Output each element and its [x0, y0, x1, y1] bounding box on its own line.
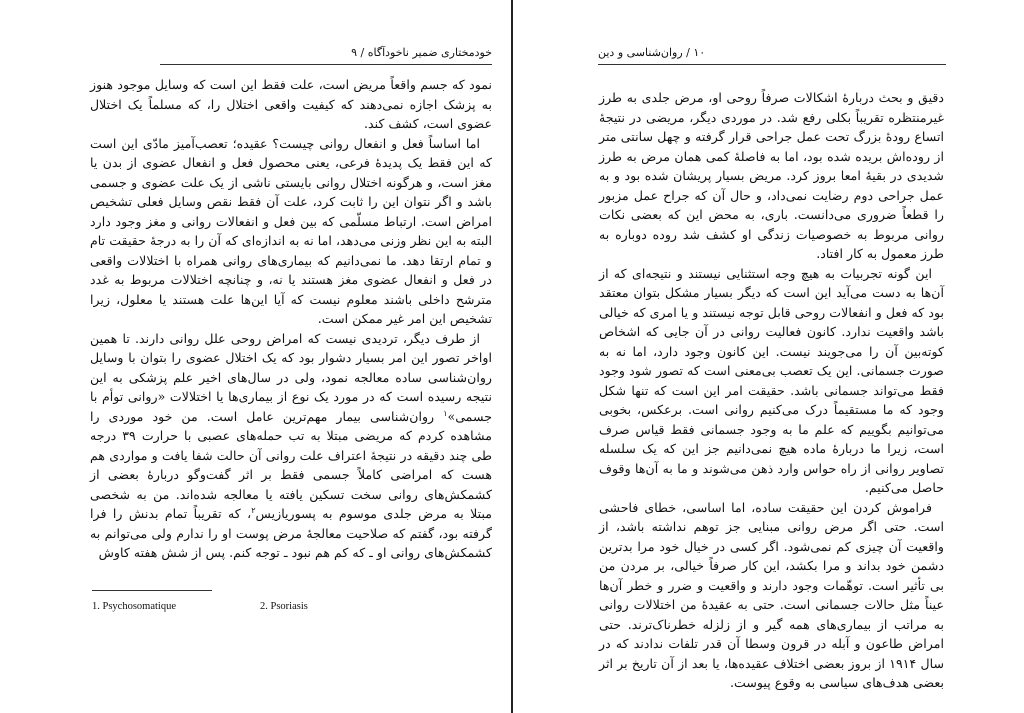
- left-page: [0, 0, 510, 713]
- paragraph-text: از طرف دیگر، تردیدی نیست که امراض روحی علل روانی دارند. تا همین اواخر تصور این امر بسیار دشوار بود که یک اختلال عضوی را بتوان با وسایل روان‌شناسی ساده معالجه نمود، ولی در سال‌های اخیر علم پزشکی به این نتیجه رسیده است که در مورد یک نوع از بیماری‌ها یا اختلالات «روانی توأم با جسمی»: [90, 330, 492, 424]
- paragraph: دقیق و بحث دربارهٔ اشکالات صرفاً روحی او، مرض جلدی به طرز غیرمنتظره تقریباً بکلی رفع شد. در موردی دیگر، مریضی در نتیجهٔ اتساع رودهٔ بزرگ تحت عمل جراحی قرار گرفته و چهل سانتی متر از روده‌اش بریده شده بود، اما به فاصلهٔ کمی همان مرض به طرز شدیدی در بقیهٔ امعا بروز کرد. مریض بسیار پریشان شده بود و به عمل جراحی دوم رضایت نمی‌داد، و حال آن که جراح عمل مزبور را قطعاً ضروری می‌دانست. باری، به محض این که بعضی نکات روانی مربوط به خصوصیات زندگی او کشف شد روده دوباره به طرز معمول به کار افتاد.: [599, 90, 944, 261]
- paragraph: این گونه تجربیات به هیچ وجه استثنایی نیستند و نتیجه‌ای که از آن‌ها به دست می‌آید این است که دیگر بسیار مشکل بتوان معتقد بود که فعل و انفعالات روحی قابل توجه نیستند و یا امری که خیالی باشد واقعیت ندارد. کانون فعالیت روانی در آن جایی که اشخاص کوته‌بین آن را می‌جویند نیست. این کانون وجود دارد، اما نه به صورت جسمانی. این یک تعصب بی‌معنی است که تصور شود وجود فقط می‌تواند جسمانی باشد. حقیقت امر این است که تنها شکل وجود که ما مستقیماً درک می‌کنیم روانی است. برعکس، بخوبی می‌توانیم بگوییم که علم ما به وجود جسمانی فقط قیاس صرف است، زیرا ما دربارهٔ ماده هیچ نمی‌دانیم جز این که یک سلسله تصاویر روانی از راه حواس وارد ذهن می‌شوند و ما به آن‌ها وقوف حاصل می‌کنیم.: [599, 265, 944, 495]
- footnote: 1. Psychosomatique: [92, 601, 176, 612]
- paragraph: فراموش کردن این حقیقت ساده، اما اساسی، خطای فاحشی است. حتی اگر مرض روانی مبنایی جز توهم نداشته باشد، از واقعیت آن چیزی کم نمی‌شود. اگر کسی در خیال خود مرا بدترین دشمن خود بداند و مرا بکشد، این کار صرفاً خیالی، بر مردن من بی تأثیر است. توهّمات وجود دارند و واقعیت و ضرر و خطر آن‌ها عیناً مثل حالات جسمانی است. حتی به عقیدهٔ من اختلالات روانی به مراتب از بیماری‌های همه گیر و از زلزله خطرناک‌ترند. حتی امراض طاعون و آبله در قرون وسطا آن قدر تلفات ندادند که در سال ۱۹۱۴ از بروز بعضی اختلاف عقیده‌ها، یا بعد از آن تاریخ بر اثر بعضی هدف‌های سیاسی به وقوع پیوست.: [599, 499, 945, 690]
- paragraph: از طرف دیگر، تردیدی نیست که امراض روحی علل روانی دارند. تا همین اواخر تصور این امر بسیار دشوار بود که یک اختلال عضوی را بتوان با وسایل روان‌شناسی ساده معالجه نمود، ولی در سال‌های اخیر علم پزشکی به این نتیجه رسیده است که در مورد یک نوع از بیماری‌ها یا اختلالات «روانی توأم با جسمی»$^۱$ روان‌شناسی بیمار مهم‌ترین عامل است. من خود موردی را مشاهده کردم که مریضی مبتلا به تب حمله‌های عصبی با حرارت ۳۹ درجه طی چند دقیقه در نتیجهٔ اعتراف علت روانی آن حالت شفا یافت و مواردی هم هست که امراضی کاملاً جسمی فقط بر اثر گفت‌وگو دربارهٔ بعضی از کشمکش‌های روانی سخت تسکین یافته یا معالجه شده‌اند. من به شخصی مبتلا به مرض جلدی موسوم به پسوریازیس$^۲$، که تقریباً تمام بدنش را فرا گرفته بود، گفتم که صلاحیت معالجهٔ مرض پوست او را ندارم ولی می‌توانم به کشمکش‌های روانی او ـ که کم هم نبود ـ توجه کنم. پس از شش هفته کاوش: [90, 330, 493, 560]
- paragraph: اما اساساً فعل و انفعال روانی چیست؟ عقیده؛ تعصب‌آمیز مادّی این است که این فقط یک پدیدهٔ فرعی، یعنی محصول فعل و انفعال عضوی از بدن یا مغز است، و هرگونه اختلال روانی بایستی ناشی از یک علت عضوی و جسمی باشد و اگر نتوان این را ثابت کرد، علت آن فقط نقص وسایل فعلی تشخیص امراض است. ارتباط مسلّمی که بین فعل و انفعالات روانی و مغز وجود دارد البته به این نظر وزنی می‌دهد، اما نه به اندازه‌ای که آن را به درجهٔ حقیقت تام و تمام ارتقا دهد. ما نمی‌دانیم که بیماری‌های روانی همراه با اختلالات واقعی در فعل و انفعال عضوی مغز هستند یا نه، و چنانچه اختلالات مربوط به غدد مترشح داخلی باشند معلوم نیست که آیا این‌ها علت هستند یا معلول، زیرا تشخیص این امر غیر ممکن است.: [90, 135, 492, 326]
- paragraph-text: که تقریباً تمام بدنش را فرا گرفته بود، گفتم که صلاحیت معالجهٔ مرض پوست او را ندارم ولی می‌توانم به کشمکش‌های روانی او ـ که کم هم نبود ـ توجه کنم. پس از شش هفته کاوش: [90, 506, 492, 560]
- footnote-rule: [92, 590, 212, 591]
- right-page: [514, 0, 1024, 713]
- paragraph-text: روان‌شناسی بیمار مهم‌ترین عامل است. من خود موردی را مشاهده کردم که مریضی مبتلا به تب حمله‌های عصبی با حرارت ۳۹ درجه طی چند دقیقه در نتیجهٔ اعتراف علت روانی آن حالت شفا یافت و مواردی هم هست که امراضی کاملاً جسمی فقط بر اثر گفت‌وگو دربارهٔ بعضی از کشمکش‌های روانی سخت تسکین یافته یا معالجه شده‌اند. من به شخصی مبتلا به مرض جلدی موسوم به پسوریازیس: [90, 408, 493, 521]
- body-text: [90, 75, 492, 563]
- header-rule: [160, 64, 492, 65]
- footnote-mark: ۲: [251, 505, 256, 515]
- footnote-mark: ۱: [443, 408, 448, 418]
- header-rule: [598, 64, 946, 65]
- page-divider: [511, 0, 513, 713]
- footnote: 2. Psoriasis: [260, 601, 308, 612]
- body-text: [599, 88, 944, 693]
- running-header: خودمختاری ضمیر ناخودآگاه / ۹: [351, 46, 492, 59]
- paragraph: نمود که جسم واقعاً مریض است، علت فقط این است که وسایل موجود هنوز به پزشک اجازه نمی‌دهند که کیفیت واقعی اختلال را، که مسلماً یک اختلال عضوی است، کشف کند.: [90, 77, 492, 131]
- running-header: ۱۰ / روان‌شناسی و دین: [598, 46, 706, 59]
